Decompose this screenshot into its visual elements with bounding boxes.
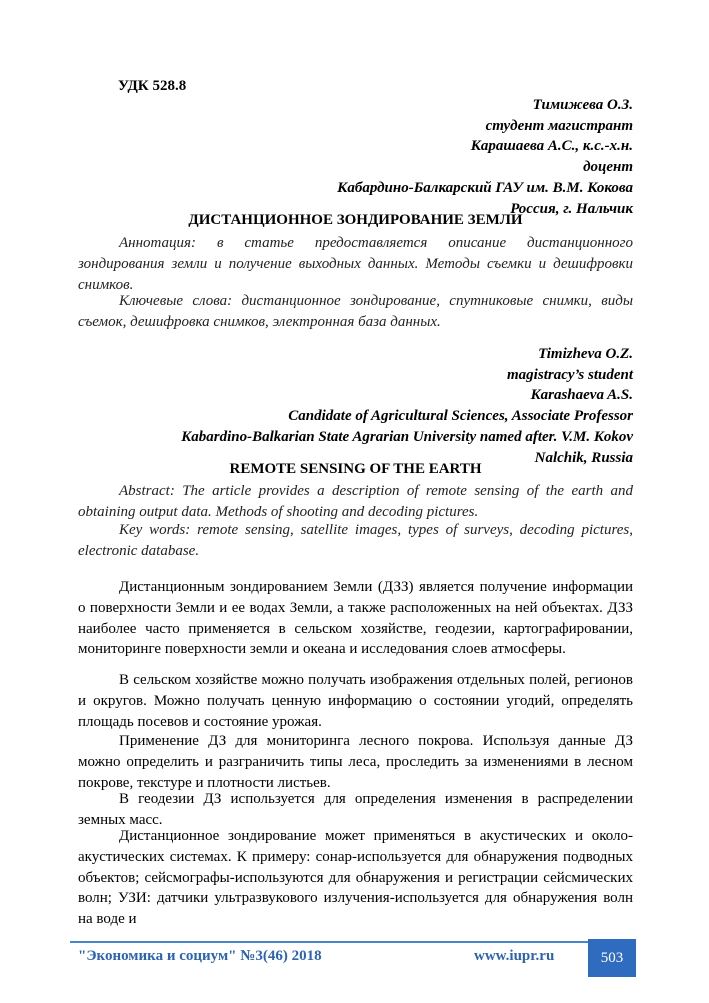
keywords-ru: Ключевые слова: дистанционное зондирование, спутниковые снимки, виды съемок, дешифровка снимков, электронная база данных. bbox=[78, 293, 633, 330]
author-line: Karashaeva A.S. bbox=[530, 387, 633, 404]
body-paragraph: В сельском хозяйстве можно получать изображения отдельных полей, регионов и округов. Можно получать ценную информацию о состоянии угодий, определять площадь посевов и состояние урожая. bbox=[78, 672, 633, 730]
author-line: Карашаева А.С., к.с.-х.н. bbox=[470, 138, 633, 155]
footer-journal: "Экономика и социум" №3(46) 2018 bbox=[78, 948, 322, 964]
footer-website-link[interactable]: www.iupr.ru bbox=[474, 948, 555, 964]
page-number-badge: 503 bbox=[588, 939, 636, 977]
author-line: Тимижева О.З. bbox=[532, 97, 633, 113]
author-line: Nalchik, Russia bbox=[534, 449, 633, 466]
body-paragraph: Применение ДЗ для мониторинга лесного покрова. Используя данные ДЗ можно определить и разграничить типы леса, проследить за изменениями в лесном покрове, текстуре и плотности листьев. bbox=[78, 733, 633, 791]
author-line: Timizheva O.Z. bbox=[538, 346, 633, 362]
author-block-ru bbox=[337, 95, 633, 219]
author-line: magistracy’s student bbox=[507, 366, 633, 383]
author-line: Кабардино-Балкарский ГАУ им. В.М. Кокова bbox=[337, 179, 633, 196]
author-line: Kabardino-Balkarian State Agrarian University named after. V.M. Kokov bbox=[181, 428, 633, 445]
keywords-en: Key words: remote sensing, satellite images, types of surveys, decoding pictures, electronic database. bbox=[78, 522, 633, 559]
author-line: Россия, г. Нальчик bbox=[510, 200, 633, 217]
footer-divider bbox=[70, 941, 588, 943]
body-paragraph: Дистанционное зондирование может применяться в акустических и около-акустических системах. К примеру: сонар-используется для обнаружения подводных объектов; сейсмографы-используются для обнаружения и регистрации сейсмических волн; УЗИ: датчики ультразвукового излучения-используется для обнаружения волн на воде и bbox=[78, 828, 633, 928]
annotation-ru: Аннотация: в статье предоставляется описание дистанционного зондирования земли и получение выходных данных. Методы съемки и дешифровки снимков. bbox=[78, 235, 633, 293]
title-ru: ДИСТАНЦИОННОЕ ЗОНДИРОВАНИЕ ЗЕМЛИ bbox=[188, 212, 523, 228]
udk-code: УДК 528.8 bbox=[118, 78, 187, 94]
author-line: студент магистрант bbox=[485, 117, 633, 134]
author-block-en bbox=[181, 344, 633, 468]
title-en: REMOTE SENSING OF THE EARTH bbox=[229, 461, 482, 477]
body-paragraph: Дистанционным зондированием Земли (ДЗЗ) является получение информации о поверхности Земли и ее водах Земли, а также расположенных на ней объектах. ДЗЗ наиболее часто применяется в сельском хозяйстве, геодезии, картографировании, мониторинге поверхности земли и океана и исследования слоев атмосферы. bbox=[78, 579, 633, 658]
body-paragraph: В геодезии ДЗ используется для определения изменения в распределении земных масс. bbox=[78, 791, 633, 828]
author-line: Candidate of Agricultural Sciences, Associate Professor bbox=[288, 408, 633, 425]
abstract-en: Abstract: The article provides a description of remote sensing of the earth and obtaining output data. Methods of shooting and decoding pictures. bbox=[78, 483, 633, 520]
author-line: доцент bbox=[583, 159, 633, 176]
